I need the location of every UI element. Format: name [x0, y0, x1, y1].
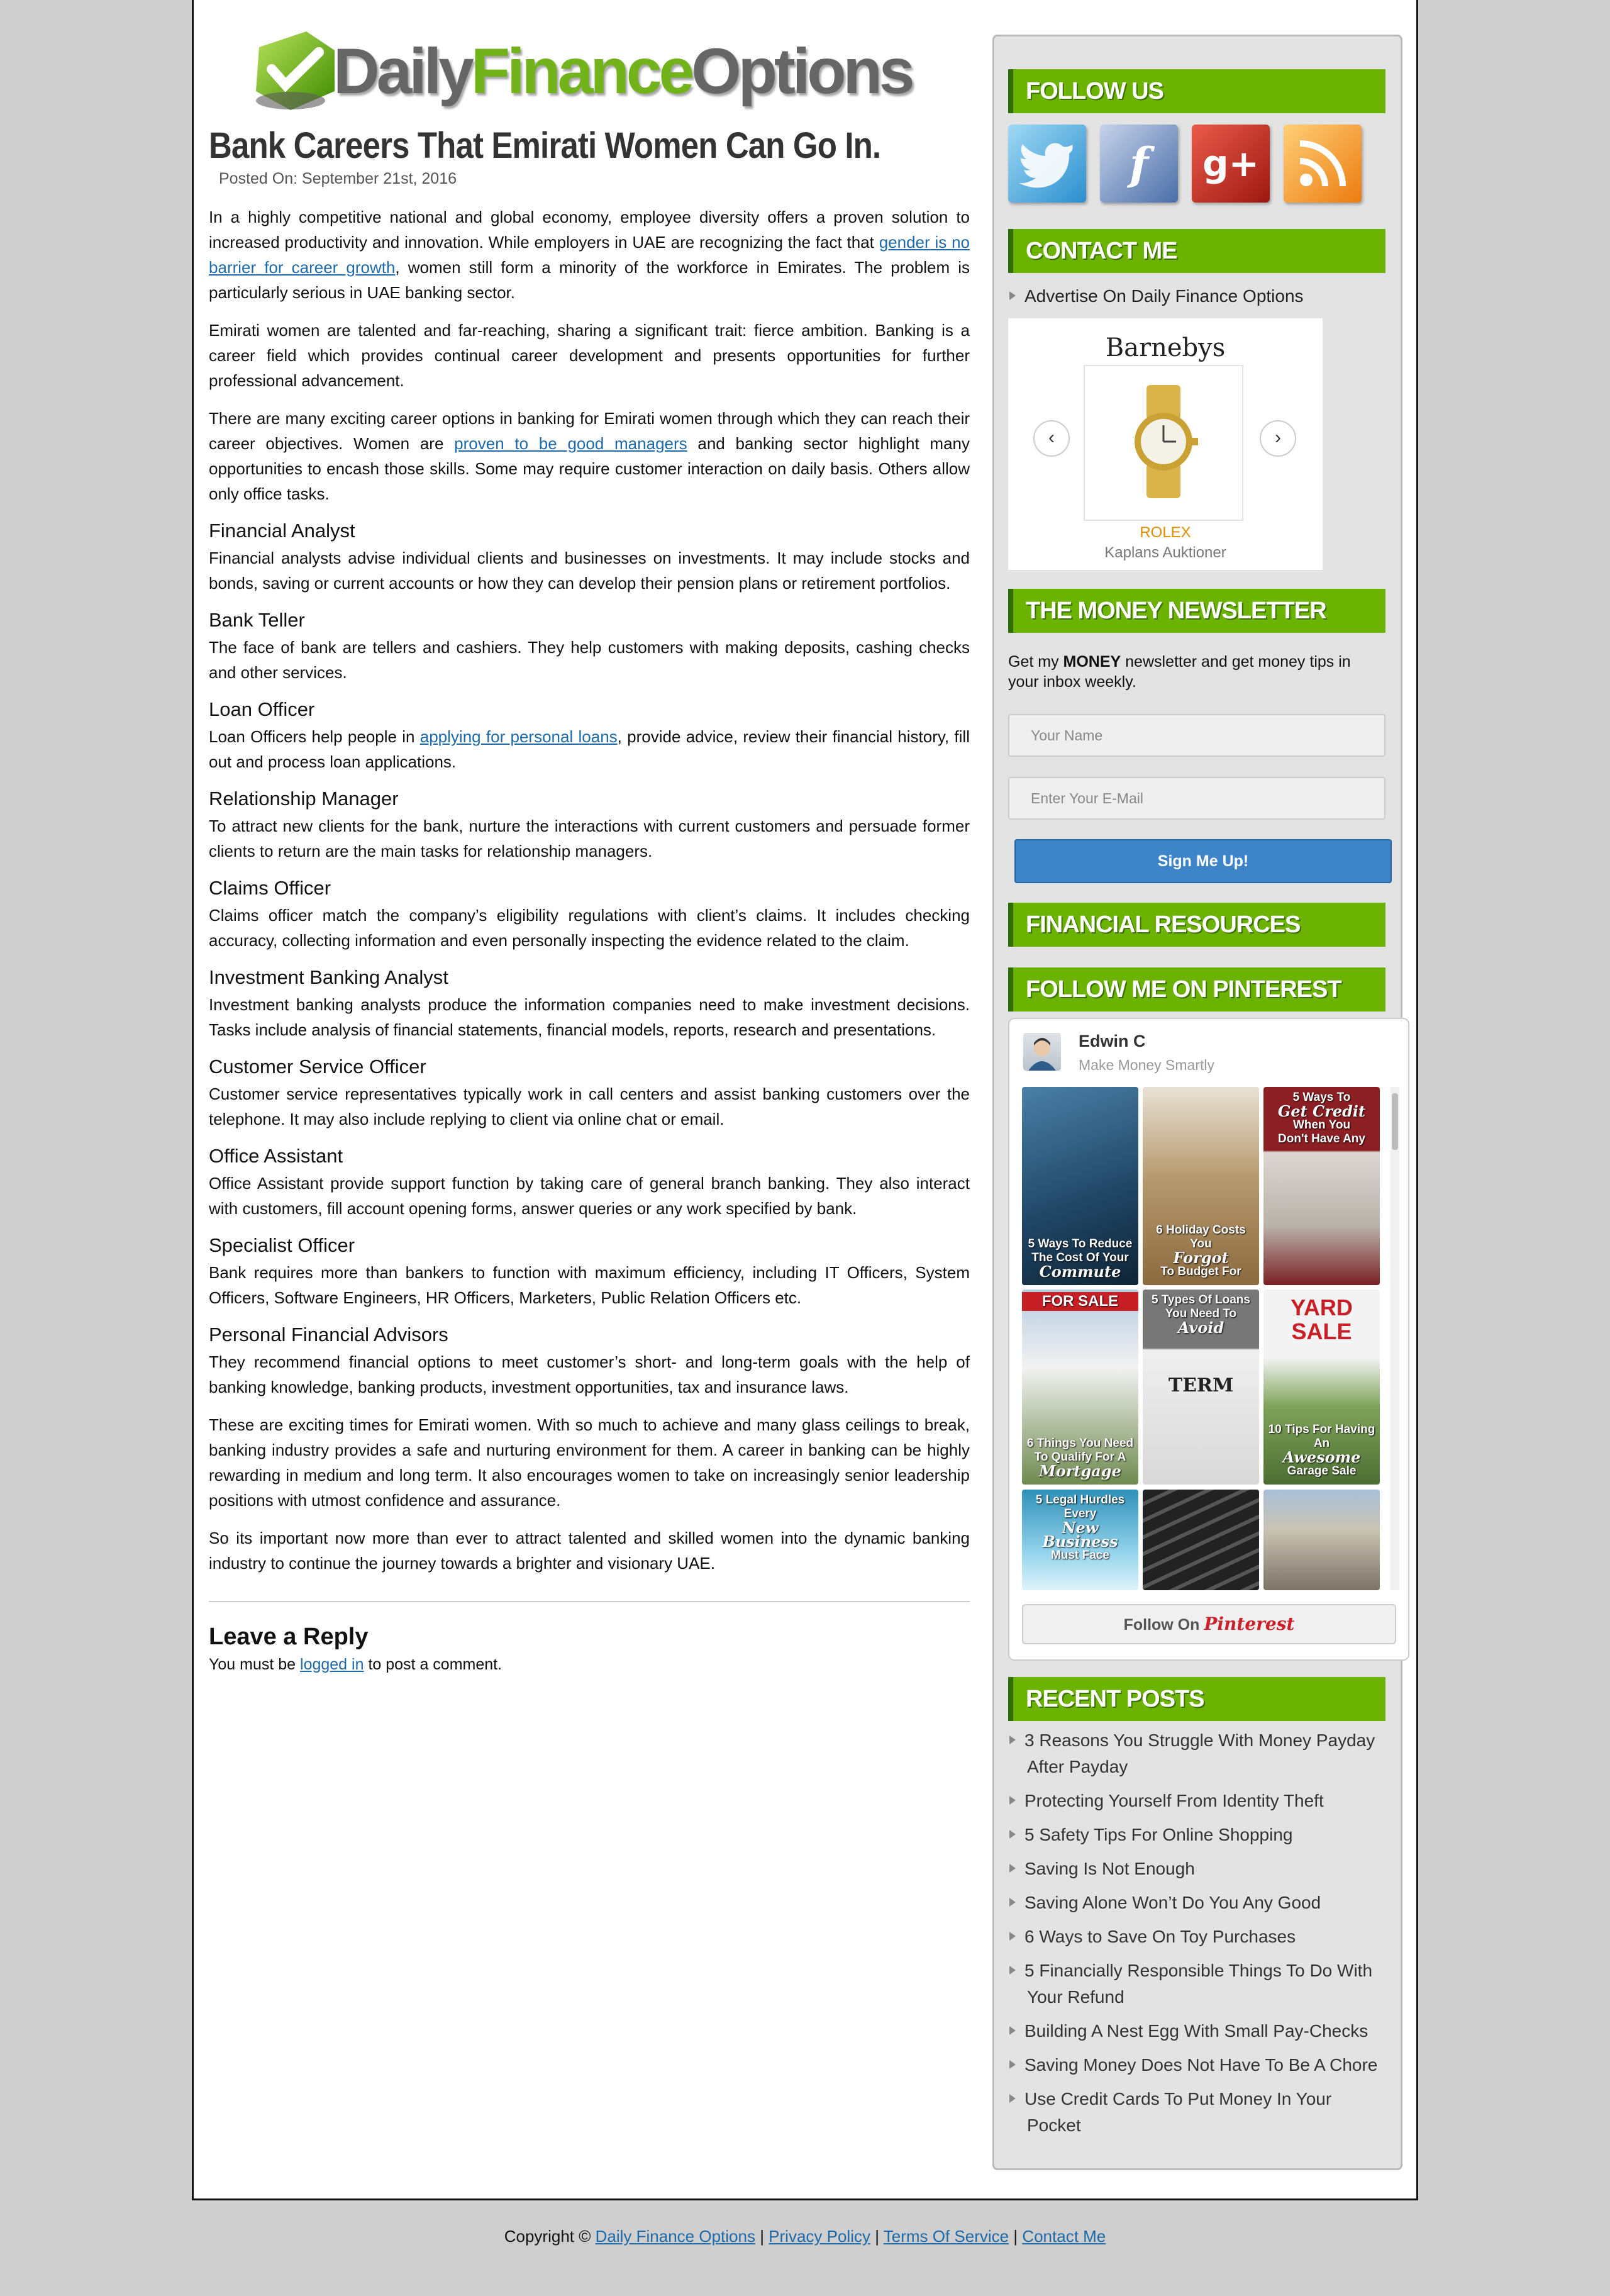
section-heading-relationship-manager: Relationship Manager — [209, 787, 399, 810]
pin-text-em: Mortgage — [1039, 1462, 1121, 1480]
pin-grid — [1022, 1087, 1393, 1590]
pin-text: 5 Ways To Reduce — [1028, 1237, 1133, 1251]
section-text-bank-teller: The face of bank are tellers and cashiers. They help customers with making deposits, cashing checks and other services. — [209, 637, 970, 682]
text-segment: Get my — [1008, 653, 1063, 671]
pin-scrollbar[interactable] — [1391, 1087, 1399, 1590]
site-footer — [0, 2227, 1610, 2246]
pin-tile[interactable] — [1263, 1087, 1380, 1285]
recent-post-label: 5 Financially Responsible Things To Do With Your Refund — [1024, 1961, 1373, 2007]
recent-post-label: 5 Safety Tips For Online Shopping — [1024, 1825, 1293, 1844]
twitter-icon[interactable] — [1008, 125, 1086, 203]
text-segment: You must be — [209, 1655, 301, 1673]
pin-text: 6 Holiday Costs You — [1156, 1223, 1246, 1251]
pin-tile[interactable] — [1263, 1490, 1380, 1590]
recent-post-item[interactable] — [1009, 2018, 1387, 2044]
section-text-claims-officer: Claims officer match the company’s eligibility regulations with client’s claims. It includes checking accuracy, collecting information and even personally inspecting the evidence related to the claim. — [209, 905, 970, 950]
copyright-text: Copyright © — [504, 2227, 596, 2246]
pin-text: Must Face — [1051, 1549, 1109, 1562]
bullet-arrow-icon — [1009, 1966, 1016, 1975]
social-icons — [1008, 125, 1362, 203]
sidebar — [992, 35, 1402, 2170]
section-heading-claims-officer: Claims Officer — [209, 876, 331, 899]
widget-title-follow-us: FOLLOW US — [1008, 69, 1385, 113]
contact-me-link[interactable]: Contact Me — [1022, 2227, 1106, 2246]
pinterest-logo-text: Pinterest — [1204, 1613, 1295, 1634]
google-plus-icon[interactable]: g+ — [1192, 125, 1270, 203]
good-managers-link[interactable]: proven to be good managers — [454, 433, 687, 453]
avatar[interactable] — [1023, 1033, 1061, 1071]
recent-post-item[interactable] — [1009, 1727, 1387, 1780]
recent-post-label: Protecting Yourself From Identity Theft — [1024, 1791, 1324, 1810]
pin-doc-text: TERM — [1168, 1374, 1234, 1396]
recent-post-item[interactable] — [1009, 1856, 1387, 1882]
section-text-financial-analyst: Financial analysts advise individual clients and businesses on investments. It may include stocks and bonds, saving or current accounts or how they can develop their pension plans or retirement portfolios. — [209, 548, 970, 593]
section-text-relationship-manager: To attract new clients for the bank, nurture the interactions with current customers and persuade former clients to return are the main tasks for relationship managers. — [209, 816, 970, 861]
footer-separator: | — [755, 2227, 769, 2246]
closing-paragraph-1: These are exciting times for Emirati women. With so much to achieve and many glass ceilings to break, banking industry provides a safe and nurturing environment for them. A career in banking can be highly rewarding in medium and long term. It also encourages women to take on increasingly senior leadership positions with utmost confidence and assurance. — [209, 1415, 970, 1510]
bullet-arrow-icon — [1009, 1932, 1016, 1941]
text-segment: Loan Officers help people in — [209, 727, 420, 746]
pin-text: 5 Legal Hurdles Every — [1035, 1493, 1125, 1520]
ad-prev-button[interactable]: ‹ — [1033, 420, 1070, 457]
pin-text-em: New Business — [1042, 1519, 1118, 1551]
bullet-arrow-icon — [1009, 1736, 1016, 1744]
pinterest-widget — [1008, 1018, 1409, 1661]
barnebys-ad[interactable] — [1008, 318, 1323, 570]
ad-next-button[interactable]: › — [1260, 420, 1296, 457]
pin-text: To Budget For — [1160, 1265, 1241, 1278]
section-text-investment-banking: Investment banking analysts produce the information companies need to make investment decisions. Tasks include analysis of financial statements, financial models, reports, research and presentations. — [209, 995, 970, 1039]
widget-title-newsletter: THE MONEY NEWSLETTER — [1008, 589, 1385, 633]
pin-tile[interactable] — [1263, 1290, 1380, 1485]
bullet-arrow-icon — [1009, 2026, 1016, 2035]
pin-text-em: Awesome — [1282, 1448, 1361, 1466]
pin-text-em: Get Credit — [1277, 1102, 1366, 1120]
privacy-policy-link[interactable]: Privacy Policy — [769, 2227, 870, 2246]
content-divider — [209, 1601, 970, 1602]
bullet-arrow-icon — [1009, 1898, 1016, 1907]
bullet-arrow-icon — [1009, 1796, 1016, 1805]
footer-separator: | — [870, 2227, 884, 2246]
user-avatar-icon — [1023, 1033, 1061, 1071]
pin-text-em: Forgot — [1173, 1249, 1229, 1267]
article-title: Bank Careers That Emirati Women Can Go In. — [209, 125, 881, 166]
section-heading-financial-analyst: Financial Analyst — [209, 519, 355, 542]
recent-post-item[interactable] — [1009, 1822, 1387, 1848]
section-text-office-assistant: Office Assistant provide support function by taking care of general branch banking. They also interact with customers, fill account opening forms, answer queries or any work specified by bank. — [209, 1173, 970, 1218]
pin-text: 10 Tips For Having An — [1268, 1423, 1375, 1450]
logo-word-options: Options — [691, 35, 912, 107]
pin-text: The Cost Of Your — [1031, 1251, 1129, 1264]
ad-brand: Barnebys — [1105, 333, 1226, 362]
terms-of-service-link[interactable]: Terms Of Service — [883, 2227, 1009, 2246]
recent-post-label: Building A Nest Egg With Small Pay-Checks — [1024, 2021, 1368, 2041]
pin-tile[interactable] — [1022, 1087, 1138, 1285]
text-segment: , women still form a minority of the workforce in Emirates. The problem is particularly serious in UAE banking sector. — [209, 257, 970, 302]
pinterest-user-tagline: Make Money Smartly — [1079, 1057, 1215, 1073]
text-segment-bold: MONEY — [1063, 653, 1121, 671]
pin-tile[interactable] — [1143, 1087, 1259, 1285]
pin-sign-text: YARD SALE — [1291, 1295, 1353, 1344]
pin-text: 5 Types Of Loans — [1152, 1293, 1250, 1307]
site-logo[interactable] — [247, 13, 970, 126]
follow-label: Follow On — [1123, 1616, 1200, 1634]
pin-scrollbar-thumb[interactable] — [1392, 1093, 1398, 1150]
post-date: Posted On: September 21st, 2016 — [219, 169, 457, 187]
main-column — [209, 13, 970, 1674]
ad-seller: Kaplans Auktioner — [1104, 544, 1226, 561]
logo-checkmark-icon — [247, 22, 341, 116]
pin-text: When You — [1292, 1118, 1351, 1132]
bullet-arrow-icon — [1009, 2060, 1016, 2069]
logo-word-finance: Finance — [470, 35, 692, 107]
pin-tile[interactable] — [1143, 1490, 1259, 1590]
recent-post-label: Saving Is Not Enough — [1024, 1859, 1195, 1878]
personal-loans-link[interactable]: applying for personal loans — [419, 727, 618, 746]
recent-post-label: 6 Ways to Save On Toy Purchases — [1024, 1927, 1296, 1946]
bullet-arrow-icon — [1009, 1864, 1016, 1873]
section-text-specialist-officer: Bank requires more than bankers to function with maximum efficiency, including IT Officers, System Officers, Software Engineers, HR Officers, Marketers, Public Relation Officers etc. — [209, 1262, 970, 1307]
ad-item-name: ROLEX — [1140, 524, 1191, 541]
pin-text: 6 Things You Need — [1026, 1437, 1134, 1450]
closing-paragraph-2: So its important now more than ever to attract talented and skilled women into the dynamic banking industry to continue the journey towards a brighter and visionary UAE. — [209, 1528, 970, 1573]
recent-post-item[interactable] — [1009, 1958, 1387, 2010]
follow-on-pinterest-button[interactable] — [1022, 1604, 1396, 1644]
newsletter-description — [1008, 652, 1385, 692]
pin-text: You Need To — [1165, 1307, 1237, 1320]
recent-post-item[interactable] — [1009, 2086, 1387, 2139]
pin-text: Don't Have Any — [1278, 1132, 1365, 1145]
recent-post-label: Saving Alone Won’t Do You Any Good — [1024, 1893, 1321, 1912]
advertise-link[interactable] — [1009, 286, 1304, 306]
pin-tile[interactable] — [1143, 1290, 1259, 1485]
pin-text: Garage Sale — [1287, 1464, 1357, 1478]
pinterest-user-name[interactable]: Edwin C — [1079, 1032, 1146, 1050]
text-segment: to post a comment. — [364, 1655, 502, 1673]
rss-waves-icon — [1297, 138, 1348, 189]
rolex-watch-icon — [1129, 385, 1198, 498]
pin-text-em: Commute — [1039, 1262, 1121, 1281]
section-heading-bank-teller: Bank Teller — [209, 608, 305, 631]
pin-tile[interactable] — [1022, 1290, 1138, 1485]
ad-image-frame[interactable] — [1084, 365, 1243, 521]
pin-tile[interactable] — [1022, 1490, 1138, 1590]
recent-post-item[interactable] — [1009, 1788, 1387, 1814]
section-text-loan-officer — [209, 724, 970, 774]
section-heading-office-assistant: Office Assistant — [209, 1144, 343, 1167]
text-segment: There are many exciting career options in banking for Emirati women through which they can reach their career objectives. Women are — [209, 408, 970, 453]
text-segment: and banking sector highlight many opportunities to encash those skills. Some may require customer interaction on daily basis. Others allow only office tasks. — [209, 433, 970, 503]
widget-title-financial-resources: FINANCIAL RESOURCES — [1008, 903, 1385, 947]
reply-login-notice — [209, 1656, 970, 1674]
logged-in-link[interactable]: logged in — [300, 1655, 364, 1673]
recent-post-item[interactable] — [1009, 1890, 1387, 1916]
recent-posts-list — [1009, 1727, 1387, 2146]
widget-title-pinterest: FOLLOW ME ON PINTEREST — [1008, 967, 1385, 1011]
email-input[interactable]: Enter Your E-Mail — [1008, 777, 1385, 820]
twitter-bird-icon — [1019, 138, 1075, 189]
footer-separator: | — [1009, 2227, 1023, 2246]
intro-paragraph-3 — [209, 406, 970, 506]
section-text-financial-advisors: They recommend financial options to meet customer’s short- and long-term goals with the help of banking knowledge, banking products, investment opportunities, tax and insurance laws. — [209, 1352, 970, 1396]
sign-up-button[interactable]: Sign Me Up! — [1014, 839, 1392, 883]
recent-post-item[interactable] — [1009, 2052, 1387, 2078]
widget-title-recent-posts: RECENT POSTS — [1008, 1677, 1385, 1721]
rss-icon[interactable] — [1284, 125, 1362, 203]
section-heading-specialist-officer: Specialist Officer — [209, 1234, 355, 1256]
pin-sign-text: FOR SALE — [1022, 1292, 1138, 1311]
intro-paragraph-1 — [209, 204, 970, 305]
pin-text-em: Avoid — [1177, 1318, 1224, 1337]
text-segment: In a highly competitive national and global economy, employee diversity offers a proven solution to increased productivity and innovation. While employers in UAE are recognizing the fact that — [209, 207, 970, 252]
name-input[interactable]: Your Name — [1008, 714, 1385, 757]
bullet-arrow-icon — [1009, 1830, 1016, 1839]
recent-post-label: Use Credit Cards To Put Money In Your Pocket — [1024, 2089, 1332, 2135]
recent-post-label: 3 Reasons You Struggle With Money Payday After Payday — [1024, 1730, 1375, 1776]
widget-title-contact-me: CONTACT ME — [1008, 229, 1385, 273]
recent-post-label: Saving Money Does Not Have To Be A Chore — [1024, 2055, 1378, 2075]
section-heading-customer-service: Customer Service Officer — [209, 1055, 426, 1078]
recent-post-item[interactable] — [1009, 1924, 1387, 1950]
section-heading-investment-banking: Investment Banking Analyst — [209, 966, 448, 988]
advertise-link-label: Advertise On Daily Finance Options — [1024, 286, 1304, 306]
section-heading-financial-advisors: Personal Financial Advisors — [209, 1323, 448, 1346]
section-text-customer-service: Customer service representatives typically work in call centers and assist banking customers over the telephone. It may also include replying to client via online chat or email. — [209, 1084, 970, 1128]
page-container — [192, 0, 1418, 2200]
pin-text: To Qualify For A — [1034, 1451, 1126, 1464]
pin-text: 5 Ways To — [1292, 1091, 1351, 1104]
text-segment: newsletter and get money tips in your inbox weekly. — [1008, 653, 1351, 691]
reply-heading: Leave a Reply — [209, 1623, 369, 1650]
section-heading-loan-officer: Loan Officer — [209, 698, 315, 720]
bullet-arrow-icon — [1009, 291, 1016, 300]
logo-word-daily: Daily — [333, 35, 471, 107]
text-segment: , provide advice, review their financial history, fill out and process loan applications. — [209, 727, 970, 771]
facebook-icon[interactable]: f — [1100, 125, 1178, 203]
bullet-arrow-icon — [1009, 2094, 1016, 2103]
gender-barrier-link[interactable]: gender is no barrier for career growth — [209, 232, 970, 277]
logo-wordmark — [333, 35, 912, 107]
footer-site-link[interactable]: Daily Finance Options — [595, 2227, 755, 2246]
intro-paragraph-2: Emirati women are talented and far-reaching, sharing a significant trait: fierce ambition. Banking is a career field which provides continual career development and presents opportunities for further professional advancement. — [209, 320, 970, 390]
